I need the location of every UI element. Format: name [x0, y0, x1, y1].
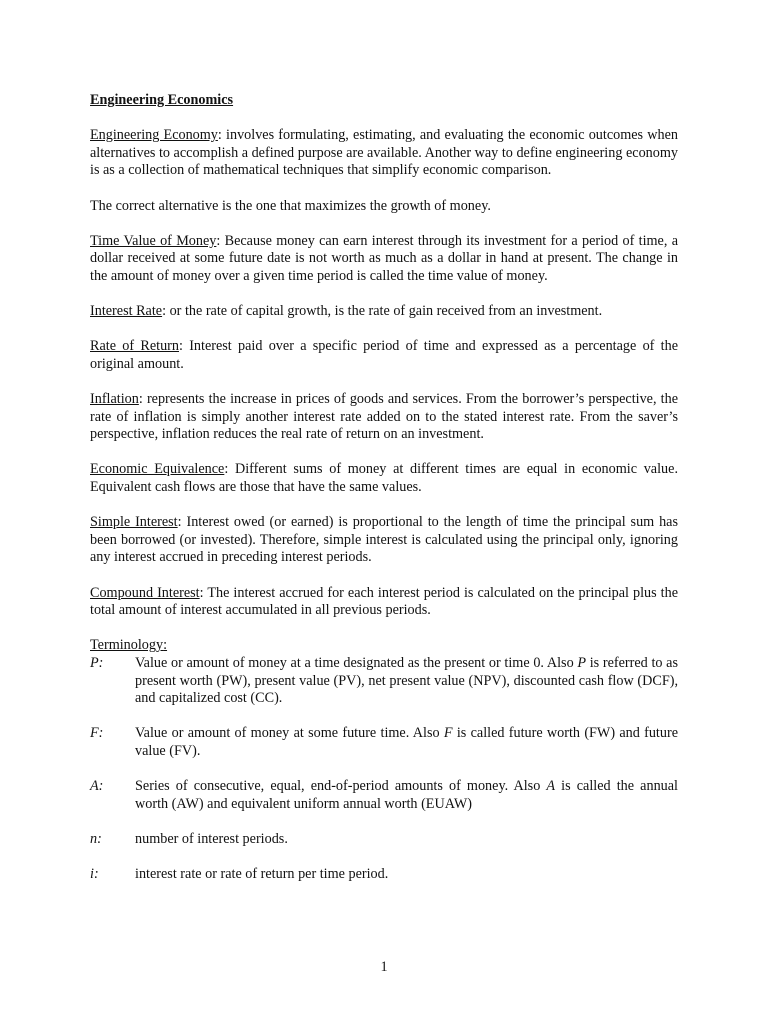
definition-a	[90, 778, 678, 813]
definition-text	[135, 778, 678, 813]
paragraph-inflation	[90, 391, 678, 444]
definition-part: is called the annual worth (AW) and equivalent uniform annual worth (EUAW)	[135, 778, 678, 812]
term-label: Economic Equivalence	[90, 461, 225, 478]
definition-text	[135, 831, 678, 849]
definition-part: Value or amount of money at some future time. Also	[135, 725, 444, 742]
term-text: : or the rate of capital growth, is the rate of gain received from an investment.	[162, 303, 603, 320]
paragraph-interest-rate	[90, 303, 678, 321]
definition-variable: A	[546, 778, 556, 795]
term-text: : Different sums of money at different times are equal in economic value. Equivalent cash flows are those that have the same values.	[90, 461, 678, 496]
definition-part: is called future worth (FW) and future value (FV).	[135, 725, 678, 759]
definition-symbol: n:	[90, 830, 102, 847]
definition-text	[135, 866, 678, 884]
term-label: Interest Rate	[90, 303, 163, 320]
term-text: : Interest paid over a specific period of time and expressed as a percentage of the original amount.	[90, 338, 678, 372]
term-text: : Interest owed (or earned) is proportional to the length of time the principal sum has been borrowed (or invested). Therefore, simple interest is calculated using the principal only, ignoring any interest accrued in preceding interest periods.	[90, 514, 678, 566]
definition-part: Value or amount of money at a time designated as the present or time 0. Also	[135, 655, 578, 671]
paragraph-simple-interest	[90, 514, 678, 567]
paragraph-time-value-of-money	[90, 233, 678, 286]
term-label: Time Value of Money	[90, 232, 217, 249]
term-label: Engineering Economy	[90, 127, 218, 144]
definition-part: is referred to as present worth (PW), present value (PV), net present value (NPV), discounted cash flow (DCF), and capitalized cost (CC).	[135, 655, 678, 707]
paragraph-compound-interest	[90, 585, 678, 620]
term-text: : represents the increase in prices of goods and services. From the borrower’s perspective, the rate of inflation is simply another interest rate added on to the stated interest rate. From the saver’s perspective, inflation reduces the real rate of return on an investment.	[90, 391, 678, 443]
definition-text	[135, 725, 678, 760]
terminology-heading	[90, 637, 678, 655]
definition-text	[135, 655, 678, 708]
plain-text: The correct alternative is the one that maximizes the growth of money.	[90, 197, 491, 214]
paragraph-economic-equivalence	[90, 461, 678, 496]
term-label: Rate of Return	[90, 338, 179, 355]
paragraph-rate-of-return	[90, 338, 678, 373]
term-text: : involves formulating, estimating, and evaluating the economic outcomes when alternatives to accomplish a defined purpose are available. Another way to define engineering economy is as a collection of mathematical techniques that simplify economic comparison.	[90, 127, 678, 179]
terminology-colon: :	[163, 637, 168, 654]
page-number: 1	[380, 959, 388, 975]
term-label: Inflation	[90, 391, 139, 408]
term-text: : The interest accrued for each interest period is calculated on the principal plus the total amount of interest accumulated in all previous periods.	[90, 584, 678, 619]
terminology-section	[90, 637, 678, 883]
definition-variable: F	[443, 725, 453, 742]
definition-f	[90, 725, 678, 760]
definition-n	[90, 831, 678, 849]
document-page	[90, 92, 678, 901]
definition-part: number of interest periods.	[135, 830, 288, 847]
paragraph-engineering-economy	[90, 127, 678, 180]
definition-i	[90, 866, 678, 884]
paragraph-correct-alternative	[90, 198, 678, 216]
definition-part: interest rate or rate of return per time period.	[135, 866, 389, 883]
definition-p	[90, 655, 678, 708]
terminology-title: Terminology	[90, 637, 164, 654]
definition-symbol: P:	[90, 655, 104, 671]
term-label: Simple Interest	[90, 514, 178, 531]
term-text: : Because money can earn interest through its investment for a period of time, a dollar received at some future date is not worth as much as a dollar in hand at present. The change in the amount of money over a given time period is called the time value of money.	[90, 232, 678, 284]
definition-symbol: A:	[90, 778, 104, 795]
document-title: Engineering Economics	[90, 92, 234, 108]
definition-symbol: F:	[90, 725, 104, 742]
definition-part: Series of consecutive, equal, end-of-period amounts of money. Also	[135, 778, 547, 795]
term-label: Compound Interest	[90, 584, 200, 601]
definition-variable: P	[577, 655, 587, 671]
definition-symbol: i:	[90, 866, 99, 883]
